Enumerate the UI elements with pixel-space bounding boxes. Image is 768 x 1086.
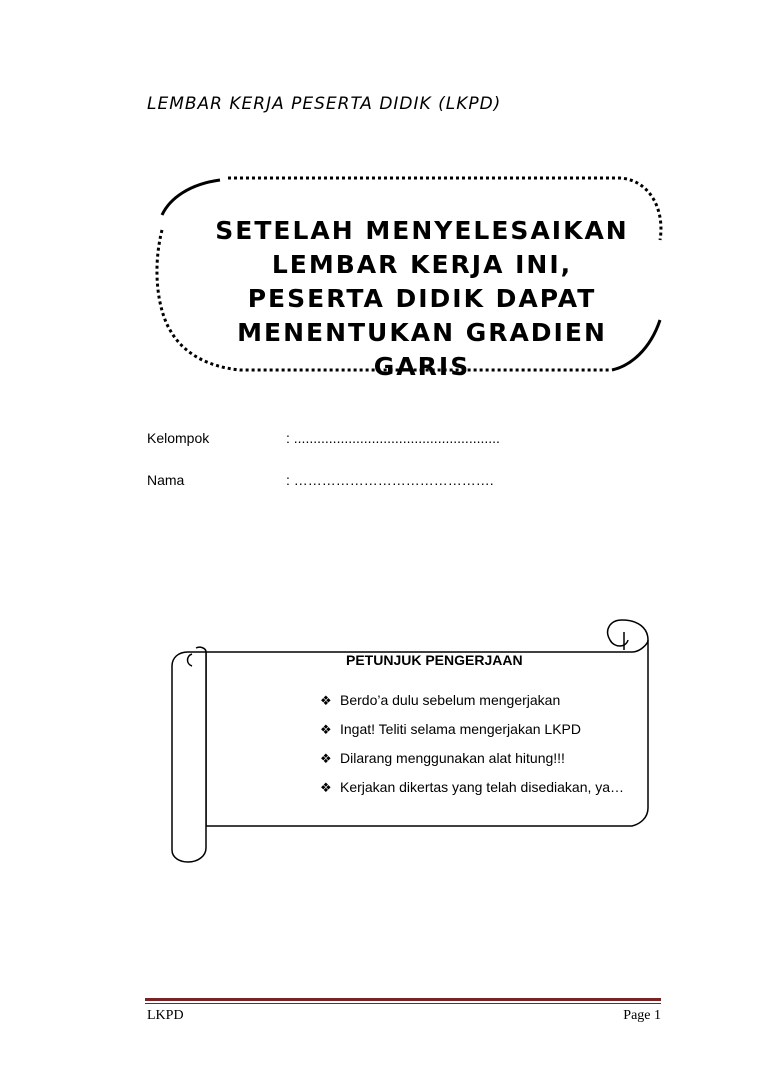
- document-header-title: LEMBAR KERJA PESERTA DIDIK (LKPD): [147, 94, 502, 114]
- list-item-text: Kerjakan dikertas yang telah disediakan, ya…: [340, 779, 625, 795]
- list-item: [316, 686, 640, 715]
- list-item: [316, 773, 640, 802]
- list-item: [316, 715, 640, 744]
- instructions-list: [316, 686, 640, 802]
- instructions-title: PETUNJUK PENGERJAAN: [346, 652, 523, 668]
- objective-text: SETELAH MENYELESAIKAN LEMBAR KERJA INI, PESERTA DIDIK DAPAT MENENTUKAN GRADIEN GARIS: [215, 216, 629, 381]
- list-item-text: Berdo’a dulu sebelum mengerjakan: [340, 692, 561, 708]
- footer-rule: [145, 998, 661, 1001]
- footer-doc-label: LKPD: [147, 1008, 184, 1023]
- list-item: [316, 744, 640, 773]
- objective-banner: [150, 170, 670, 380]
- diamond-bullet-icon: ❖: [320, 751, 332, 766]
- page-number: Page 1: [623, 1008, 661, 1023]
- field-label: Kelompok: [147, 430, 210, 446]
- diamond-bullet-icon: ❖: [320, 693, 332, 708]
- field-value[interactable]: : .....................................................: [286, 430, 500, 446]
- list-item-text: Dilarang menggunakan alat hitung!!!: [340, 750, 565, 766]
- footer-rule-thin: [145, 1003, 661, 1004]
- list-item-text: Ingat! Teliti selama mengerjakan LKPD: [340, 721, 581, 737]
- field-value[interactable]: : …………………………………….: [286, 472, 494, 488]
- diamond-bullet-icon: ❖: [320, 780, 332, 795]
- field-label: Nama: [147, 472, 185, 488]
- diamond-bullet-icon: ❖: [320, 722, 332, 737]
- instructions-scroll: [170, 618, 652, 864]
